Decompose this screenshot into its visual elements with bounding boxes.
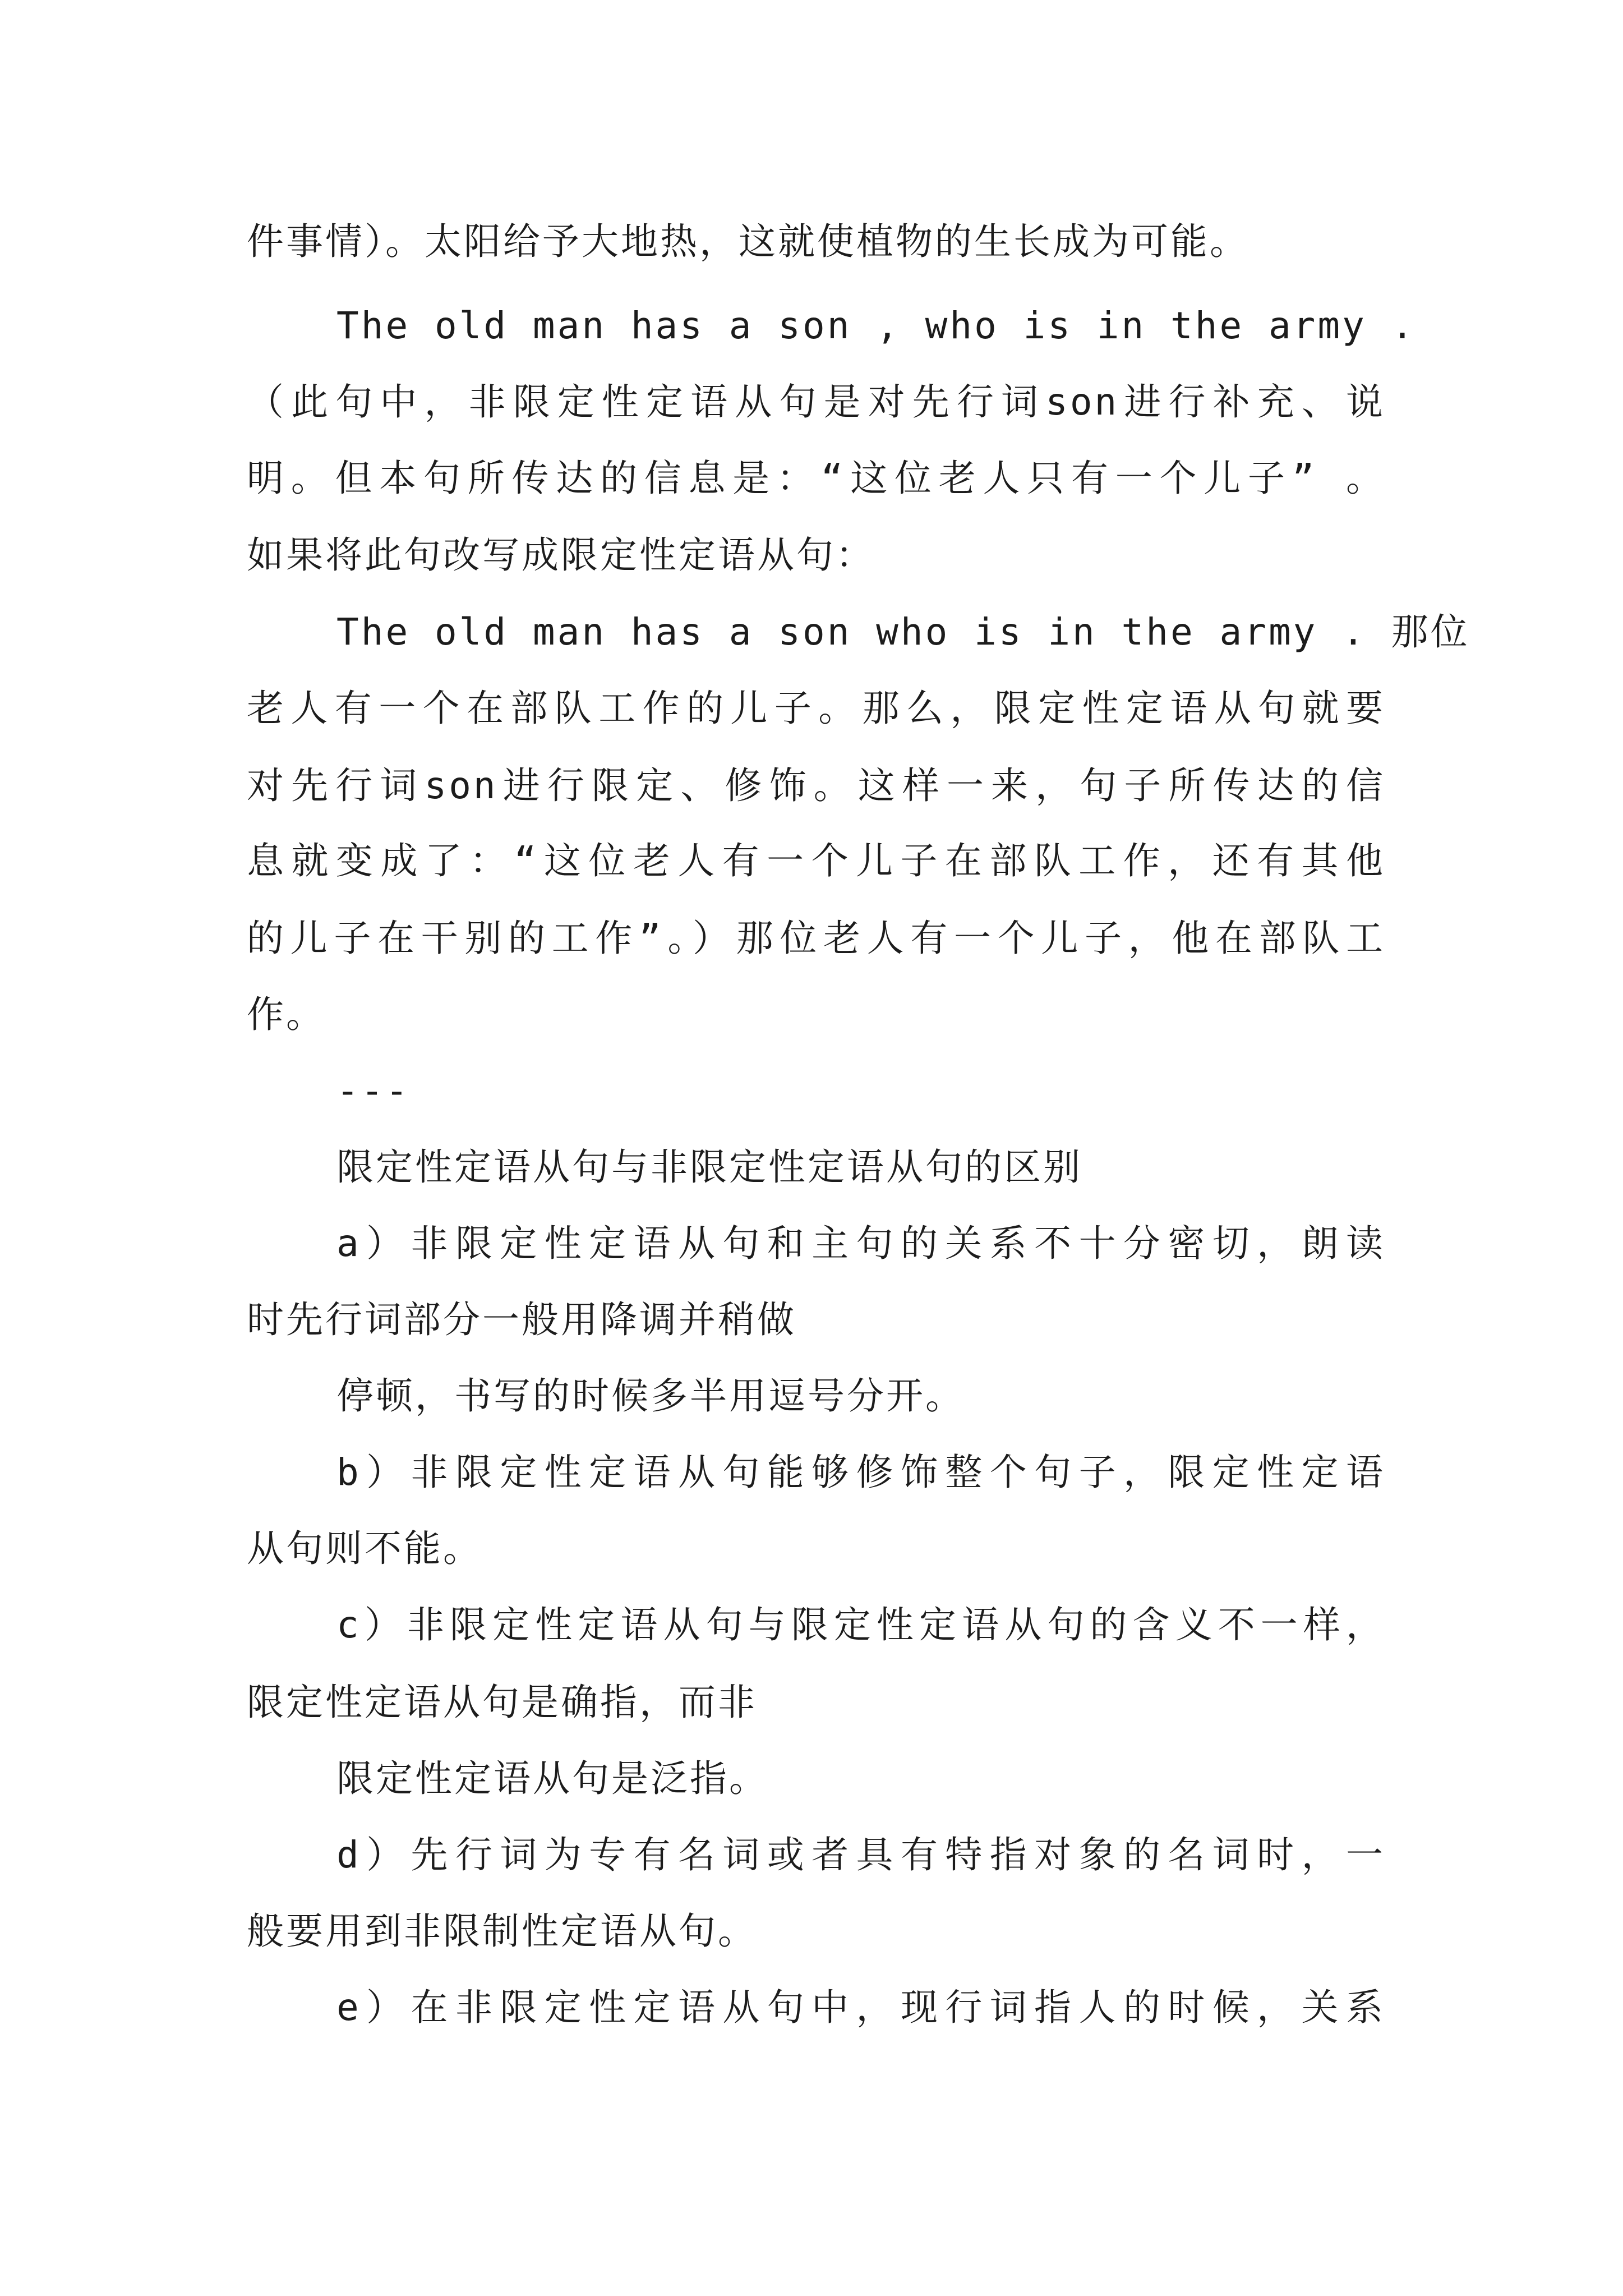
paragraph-line: 的儿子在干别的工作”。）那位老人有一个儿子，他在部队工: [247, 917, 1385, 960]
section-heading: 限定性定语从句与非限定性定语从句的区别: [336, 1145, 1082, 1189]
list-item-line: 限定性定语从句是确指，而非: [247, 1681, 757, 1724]
paragraph-line: 如果将此句改写成限定性定语从句：: [247, 533, 875, 577]
paragraph-line: （此句中，非限定性定语从句是对先行词son进行补充、说: [247, 380, 1385, 424]
list-item-line: 从句则不能。: [247, 1527, 482, 1570]
list-item-line: b）非限定性定语从句能够修饰整个句子，限定性定语: [336, 1451, 1385, 1494]
paragraph-line: 明。但本句所传达的信息是：“这位老人只有一个儿子” 。: [247, 457, 1385, 500]
list-item-line: c）非限定性定语从句与限定性定语从句的含义不一样，: [336, 1603, 1385, 1646]
list-item-line: a）非限定性定语从句和主句的关系不十分密切，朗读: [336, 1222, 1385, 1265]
list-item-line: e）在非限定性定语从句中，现行词指人的时候，关系: [336, 1986, 1385, 2029]
paragraph-line: 老人有一个在部队工作的儿子。那么，限定性定语从句就要: [247, 687, 1385, 730]
list-item-line: 时先行词部分一般用降调并稍做: [247, 1298, 796, 1341]
section-separator: ---: [336, 1069, 411, 1112]
paragraph-line: 件事情）。太阳给予大地热，这就使植物的生长成为可能。: [247, 220, 1249, 263]
example-sentence-line: The old man has a son who is in the army . 那位: [336, 610, 1470, 654]
example-sentence-line: The old man has a son , who is in the army .: [336, 304, 1416, 347]
paragraph-line: 息就变成了：“这位老人有一个儿子在部队工作，还有其他: [247, 839, 1385, 882]
paragraph-line: 对先行词son进行限定、修饰。这样一来，句子所传达的信: [247, 764, 1385, 807]
list-item-line: d）先行词为专有名词或者具有特指对象的名词时，一: [336, 1833, 1385, 1876]
list-item-line: 限定性定语从句是泛指。: [336, 1757, 768, 1800]
paragraph-line: 作。: [247, 993, 325, 1036]
list-item-line: 停顿，书写的时候多半用逗号分开。: [336, 1374, 965, 1418]
list-item-line: 般要用到非限制性定语从句。: [247, 1910, 757, 1953]
